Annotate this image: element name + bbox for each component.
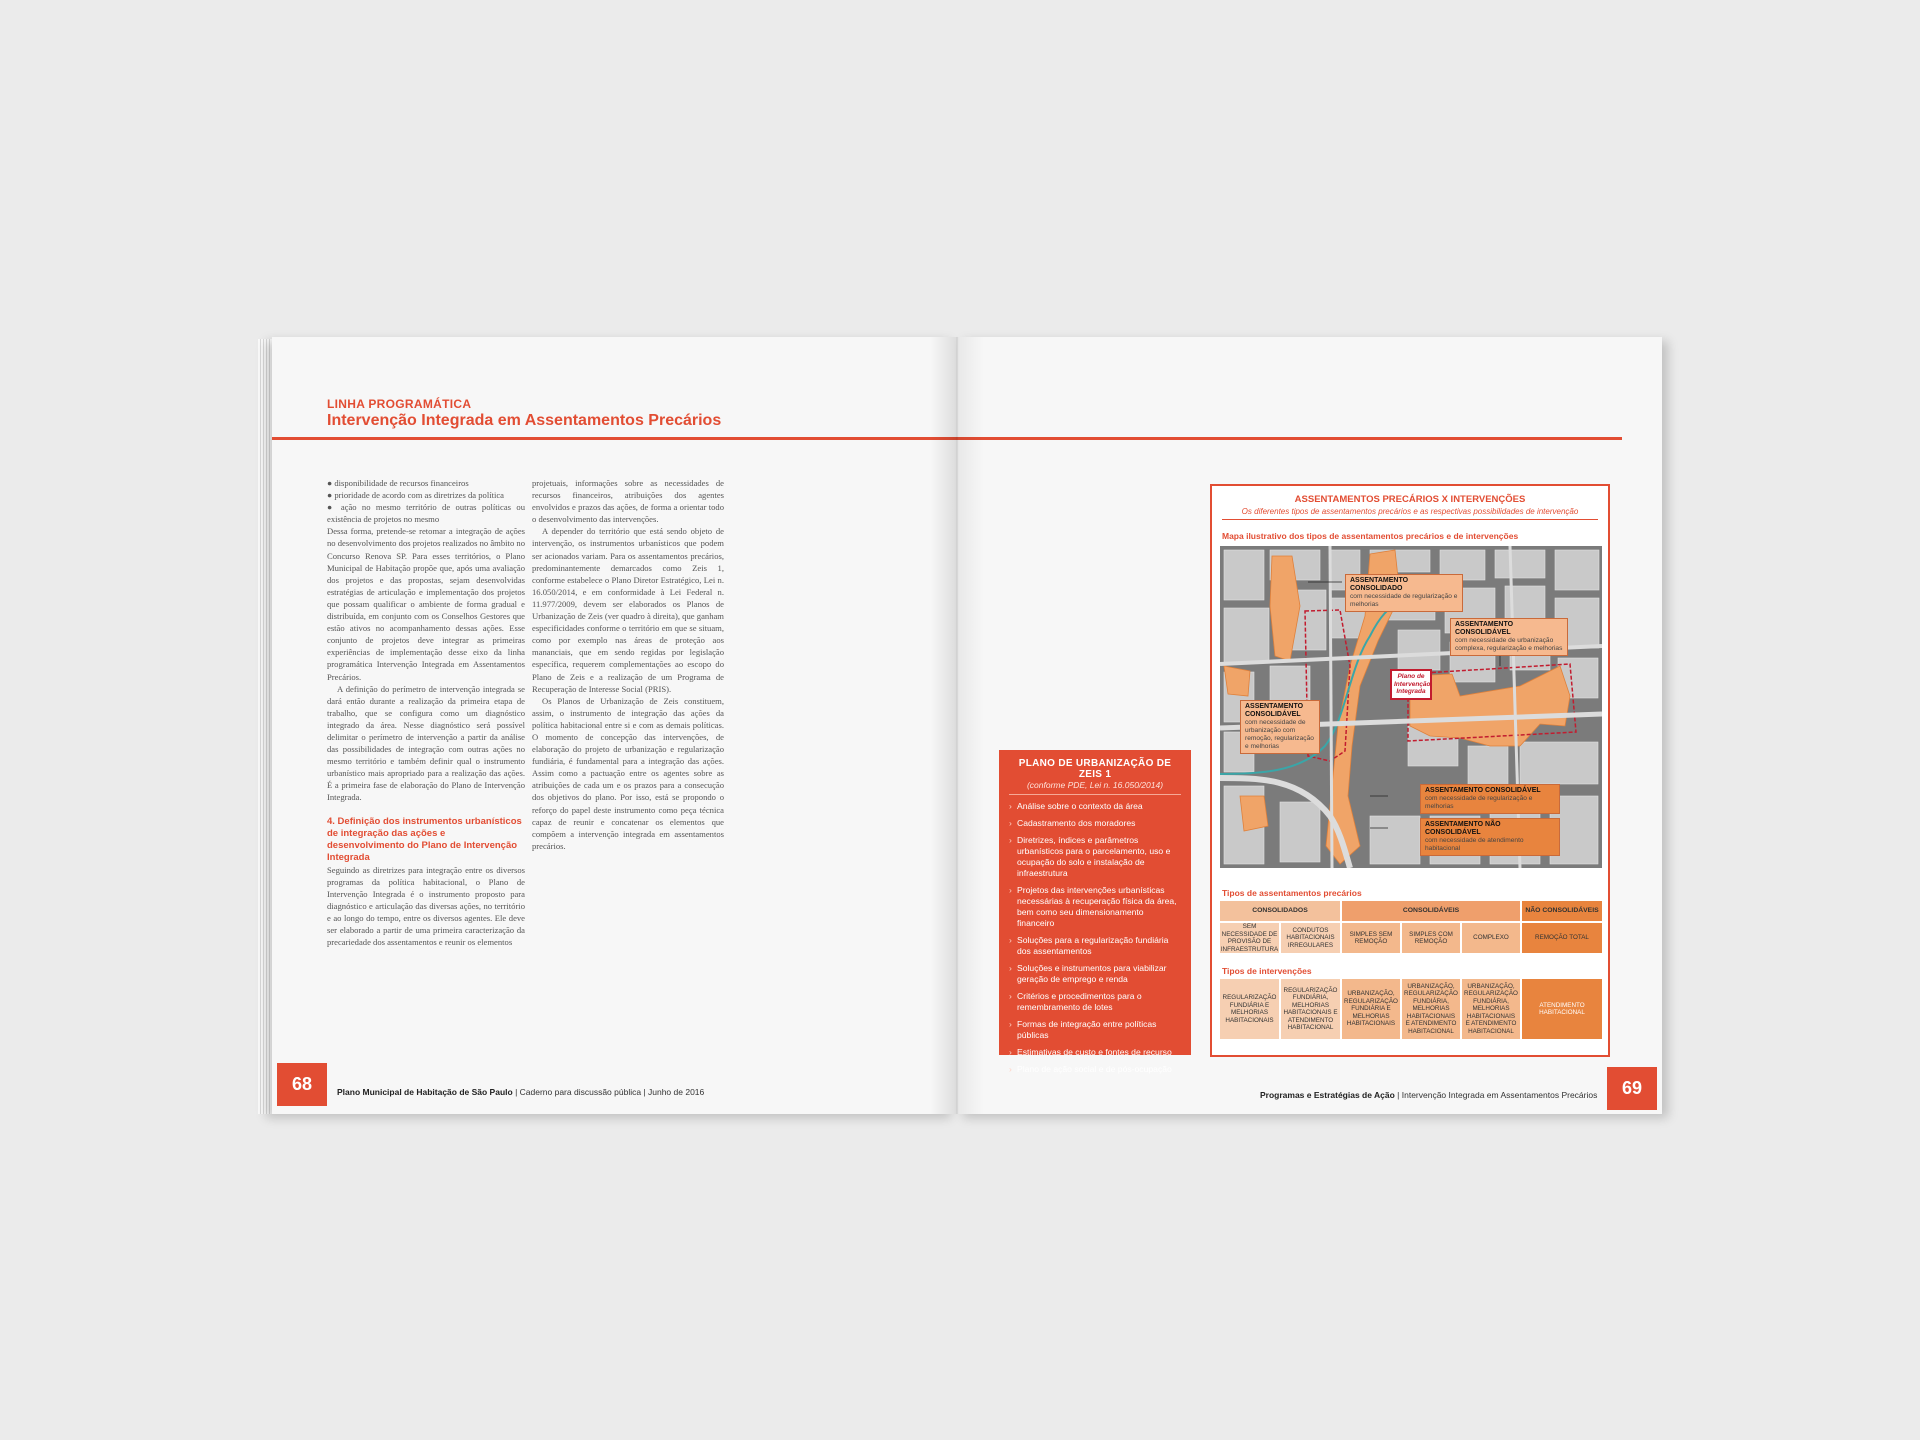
interventions-row <box>1220 979 1602 1039</box>
zeis-item: › Análise sobre o contexto da área <box>1009 801 1181 812</box>
page-footer: Plano Municipal de Habitação de São Paulo | Caderno para discussão pública | Junho de 2016 <box>337 1087 705 1097</box>
bullet-item: ● ação no mesmo território de outras políticas ou existência de projetos no mesmo <box>327 502 525 525</box>
left-page <box>272 337 957 1114</box>
paragraph: Dessa forma, pretende-se retomar a integração de ações no desenvolvimento dos projetos realizados no âmbito no Concurso Renova SP. Para esses territórios, o Plano Municipal de Habitação propõe que, após uma avaliação dos projetos e das propostas, sejam desenvolvidas estratégias de articulação e implementação dos projetos que possam qualificar o ambiente de forma gradual e distribuída, em conjunto com os Conselhos Gestores que estão ativos no acompanhamento dessas ações. Esse conjunto de projetos deve integrar as primeiras experiências de implementação desse eixo da linha programática Intervenção Integrada em Assentamentos Precários. <box>327 526 525 682</box>
interventions-label: Tipos de intervenções <box>1222 966 1312 976</box>
paragraph: A definição do perímetro de intervenção integrada se dará então durante a realização da primeira etapa de trabalho, que se configura como um diagnóstico integrado da área. Nesse diagnóstico será possível delimitar o perímetro de intervenção a partir da análise das possibilidades de integração com outras ações no mesmo território e também definir qual o instrumento urbanístico mais apropriado para a realização das ações. É a primeira fase de elaboração do Plano de Intervenção Integrada. <box>327 683 525 803</box>
paragraph: A depender do território que está sendo objeto de intervenção, os instrumentos urbanísticos que podem ser acionados variam. Para os assentamentos precários, predominantemente demarcados como Zeis 1, conforme estabelece o Plano Diretor Estratégico, Lei n. 16.050/2014, e em conformidade à Lei Federal n. 11.977/2009, devem ser elaborados os Planos de Urbanização de Zeis (ver quadro à direita), que ganham especificidades conforme o território em que se situam, como por exemplo nas áreas de proteção aos mananciais, que em sendo regidas por legislação específica, requerem complementações ao escopo do Plano de Zeis e a realização de um Programa de Recuperação de Interesse Social (PRIS). <box>532 526 724 694</box>
map-callout: ASSENTAMENTO NÃO CONSOLIDÁVEL com necessidade de atendimento habitacional <box>1420 818 1560 856</box>
types-cell: SIMPLES COM REMOÇÃO <box>1402 923 1460 953</box>
types-header: CONSOLIDADOS <box>1220 901 1340 921</box>
intervention-cell: REGULARIZAÇÃO FUNDIÁRIA, MELHORIAS HABITACIONAIS E ATENDIMENTO HABITACIONAL <box>1281 979 1340 1039</box>
paragraph: Os Planos de Urbanização de Zeis constituem, assim, o instrumento de integração das ações da política habitacional entre si e com as demais políticas. O momento de concepção das intervenções, de elaboração do projeto de urbanização e regularização fundiária, é fundamental para a integração das ações. Assim como a pactuação entre os agentes sobre as atribuições de cada um e os prazos para a consecução dos objetivos do plano. Por isso, está se propondo o reforço do papel deste instrumento como peça técnica capaz de reunir e concatenar os elementos que compõem a intervenção integrada em assentamentos precários. <box>532 695 724 851</box>
bullet-item: ● prioridade de acordo com as diretrizes da política <box>327 490 504 501</box>
types-label: Tipos de assentamentos precários <box>1222 888 1362 898</box>
title-rule <box>272 437 957 440</box>
intervention-cell: ATENDIMENTO HABITACIONAL <box>1522 979 1602 1039</box>
page-number: 69 <box>1607 1067 1657 1110</box>
plan-label: Plano de Intervenção Integrada <box>1390 669 1432 700</box>
paragraph: projetuais, informações sobre as necessidades de recursos financeiros, atribuições dos agentes envolvidos e prazos das ações, de forma a orientar todo o desenvolvimento das intervenções. <box>532 478 724 525</box>
zeis-subtitle: (conforme PDE, Lei n. 16.050/2014) <box>1009 780 1181 795</box>
page-number: 68 <box>277 1063 327 1106</box>
section-kicker: LINHA PROGRAMÁTICA <box>327 397 472 411</box>
infographic-title: ASSENTAMENTOS PRECÁRIOS X INTERVENÇÕES <box>1294 494 1526 505</box>
infographic-subtitle: Os diferentes tipos de assentamentos precários e as respectivas possibilidades de intervenção <box>1222 507 1598 520</box>
types-cell: CONDUTOS HABITACIONAIS IRREGULARES <box>1281 923 1340 953</box>
zeis-list <box>1009 801 1181 1075</box>
title-rule <box>957 437 1622 440</box>
zeis-item: › Soluções para a regularização fundiária dos assentamentos <box>1009 935 1181 957</box>
section-heading: 4. Definição dos instrumentos urbanísticos de integração das ações e desenvolvimento do Plano de Intervenção Integrada <box>327 815 522 863</box>
intervention-cell: URBANIZAÇÃO, REGULARIZAÇÃO FUNDIÁRIA, MELHORIAS HABITACIONAIS E ATENDIMENTO HABITACIONAL <box>1402 979 1460 1039</box>
zeis-title: PLANO DE URBANIZAÇÃO DE ZEIS 1 <box>1018 758 1172 780</box>
zeis-item: › Soluções e instrumentos para viabilizar geração de emprego e renda <box>1009 963 1181 985</box>
text-column-2 <box>532 477 724 852</box>
types-cell: REMOÇÃO TOTAL <box>1522 923 1602 953</box>
zeis-item: › Estimativas de custo e fontes de recurso <box>1009 1047 1181 1058</box>
right-page <box>957 337 1662 1114</box>
paragraph: Seguindo as diretrizes para integração entre os diversos programas da política habitacional, o Plano de Intervenção Integrada é o instrumento proposto para diagnóstico e articulação das diversas ações, no território e ao longo do tempo, entre os diversos agentes. Ele deve ser elaborado a partir de uma primeira caracterização da precariedade dos assentamentos e reunir os elementos <box>327 864 525 948</box>
types-header: NÃO CONSOLIDÁVEIS <box>1522 901 1602 921</box>
zeis-item: › Critérios e procedimentos para o remembramento de lotes <box>1009 991 1181 1013</box>
types-cell: SIMPLES SEM REMOÇÃO <box>1342 923 1400 953</box>
map-callout: ASSENTAMENTO CONSOLIDÁVEL com necessidade de urbanização complexa, regularização e melhorias <box>1450 618 1568 656</box>
zeis-item: › Formas de integração entre políticas públicas <box>1009 1019 1181 1041</box>
zeis-item: › Diretrizes, índices e parâmetros urbanísticos para o parcelamento, uso e ocupação do solo e instalação de infraestrutura <box>1009 835 1181 879</box>
page-footer: Programas e Estratégias de Ação | Intervenção Integrada em Assentamentos Precários <box>1260 1090 1598 1100</box>
zeis-item: › Plano de ação social e de pós-ocupação <box>1009 1064 1181 1075</box>
infographic <box>1210 484 1610 1057</box>
zeis-plan-box <box>999 750 1191 1074</box>
text-column-1 <box>327 477 525 948</box>
types-cell: SEM NECESSIDADE DE PROVISÃO DE INFRAESTRUTURA <box>1220 923 1279 953</box>
types-row <box>1220 923 1602 953</box>
map-callout: ASSENTAMENTO CONSOLIDADO com necessidade de regularização e melhorias <box>1345 574 1463 612</box>
intervention-cell: URBANIZAÇÃO, REGULARIZAÇÃO FUNDIÁRIA E MELHORIAS HABITACIONAIS <box>1342 979 1400 1039</box>
intervention-cell: REGULARIZAÇÃO FUNDIÁRIA E MELHORIAS HABITACIONAIS <box>1220 979 1279 1039</box>
types-header-row <box>1220 901 1602 921</box>
zeis-item: › Projetos das intervenções urbanísticas necessárias à recuperação física da área, bem como seu dimensionamento financeiro <box>1009 885 1181 929</box>
map-callout: ASSENTAMENTO CONSOLIDÁVEL com necessidade de regularização e melhorias <box>1420 784 1560 814</box>
intervention-cell: URBANIZAÇÃO, REGULARIZAÇÃO FUNDIÁRIA, MELHORIAS HABITACIONAIS E ATENDIMENTO HABITACIONAL <box>1462 979 1520 1039</box>
zeis-item: › Cadastramento dos moradores <box>1009 818 1181 829</box>
page-title: Intervenção Integrada em Assentamentos Precários <box>327 412 722 429</box>
bullet-item: ● disponibilidade de recursos financeiros <box>327 478 469 488</box>
map-label: Mapa ilustrativo dos tipos de assentamentos precários e de intervenções <box>1222 531 1519 541</box>
types-header: CONSOLIDÁVEIS <box>1342 901 1520 921</box>
types-cell: COMPLEXO <box>1462 923 1520 953</box>
map-callout: ASSENTAMENTO CONSOLIDÁVEL com necessidade de urbanização com remoção, regularização e melhorias <box>1240 700 1320 754</box>
illustrative-map <box>1220 546 1602 868</box>
